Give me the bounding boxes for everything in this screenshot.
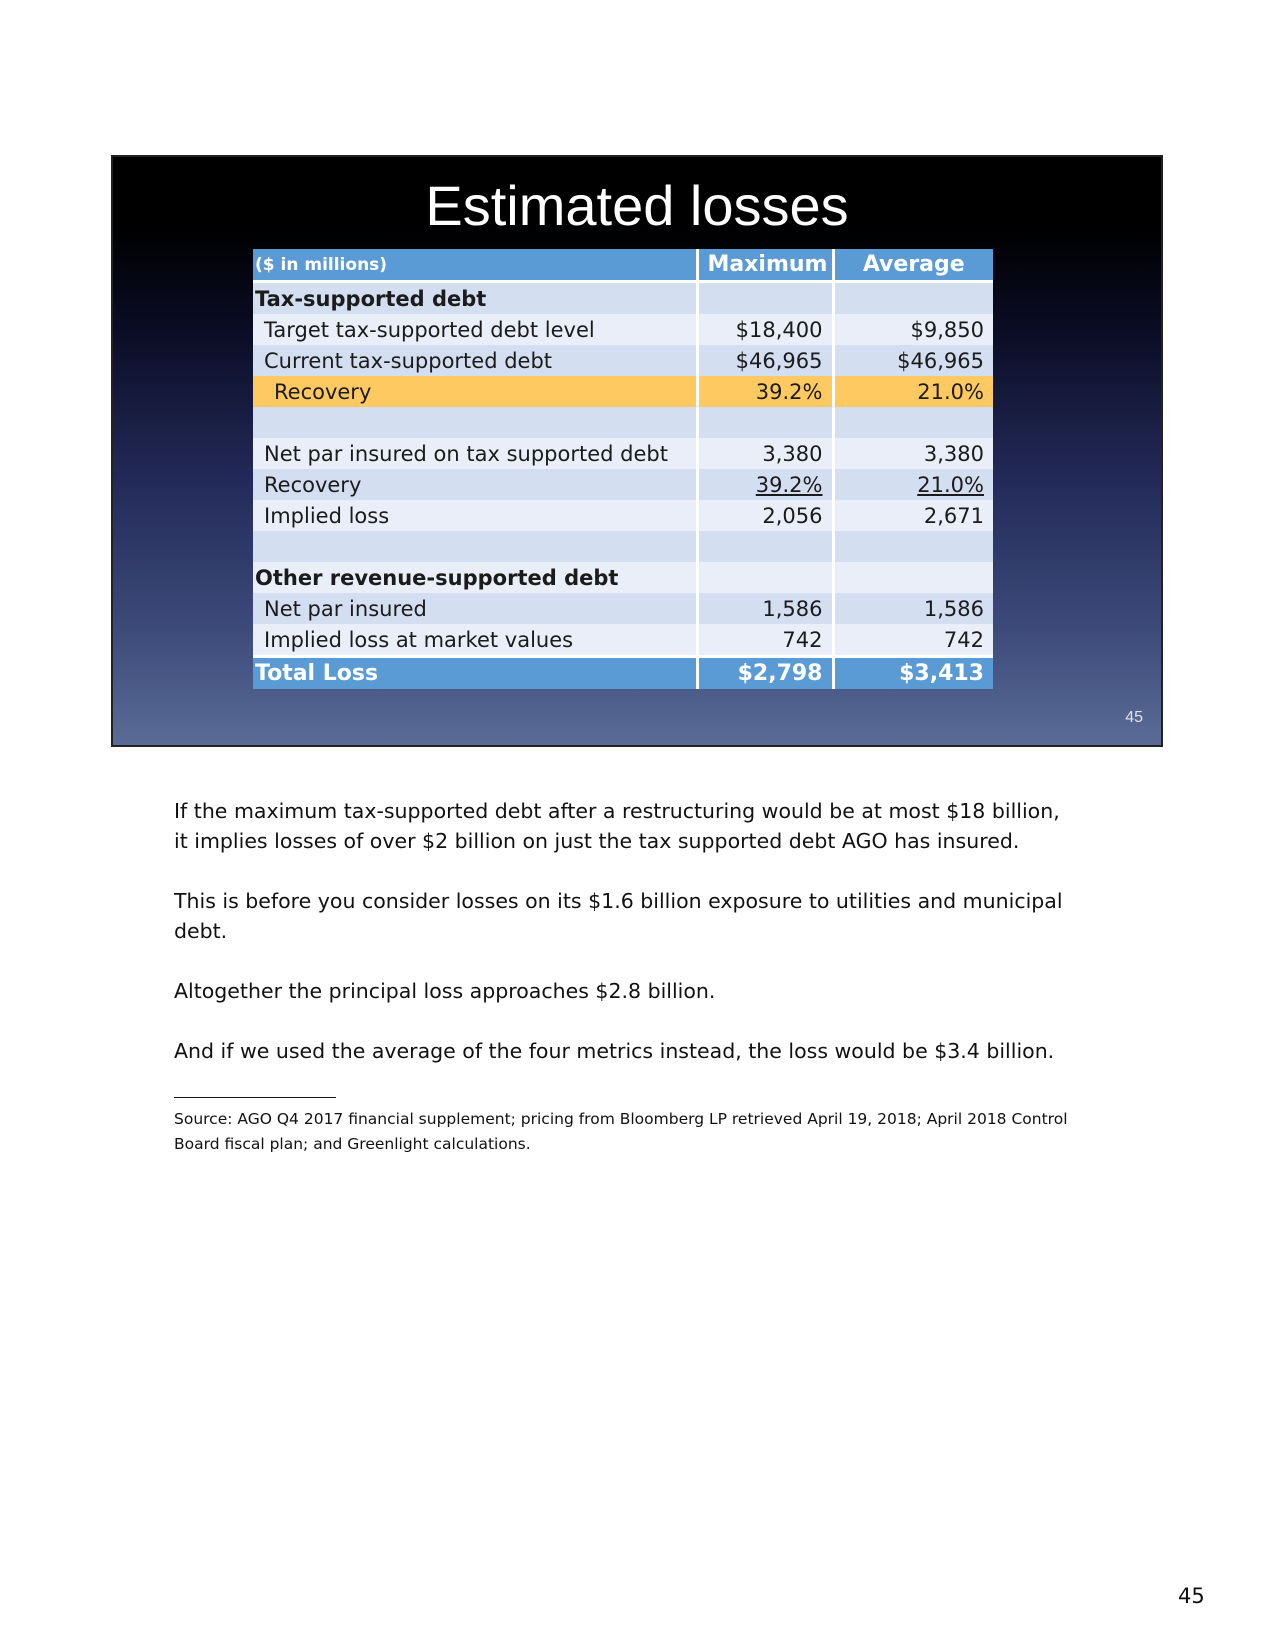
spacer-cell bbox=[253, 407, 697, 438]
total-max: $2,798 bbox=[697, 657, 833, 690]
row-label: Target tax-supported debt level bbox=[253, 314, 697, 345]
cell-max: 39.2% bbox=[697, 376, 833, 407]
row-label: Implied loss bbox=[253, 500, 697, 531]
section-label: Other revenue-supported debt bbox=[253, 562, 697, 593]
paragraph: Altogether the principal loss approaches $2.8 billion. bbox=[174, 979, 716, 1003]
row-label: Net par insured on tax supported debt bbox=[253, 438, 697, 469]
cell-max-text: 39.2% bbox=[755, 472, 823, 497]
row-label: Net par insured bbox=[253, 593, 697, 624]
cell-max: $18,400 bbox=[697, 314, 833, 345]
cell-avg: 2,671 bbox=[833, 500, 993, 531]
paragraph: And if we used the average of the four metrics instead, the loss would be $3.4 billion. bbox=[174, 1039, 1055, 1063]
cell-max: $46,965 bbox=[697, 345, 833, 376]
header-average: Average bbox=[833, 249, 993, 282]
cell-max: 742 bbox=[697, 624, 833, 657]
table-row-highlighted bbox=[253, 376, 993, 407]
table-row bbox=[253, 314, 993, 345]
table-row bbox=[253, 624, 993, 657]
row-label: Current tax-supported debt bbox=[253, 345, 697, 376]
cell-avg: $46,965 bbox=[833, 345, 993, 376]
total-avg: $3,413 bbox=[833, 657, 993, 690]
cell-avg bbox=[833, 469, 993, 500]
table-row bbox=[253, 593, 993, 624]
table-row bbox=[253, 469, 993, 500]
table-row bbox=[253, 345, 993, 376]
page-number: 45 bbox=[1178, 1584, 1205, 1608]
estimated-losses-table bbox=[253, 249, 993, 689]
table-row bbox=[253, 562, 993, 593]
row-label: Implied loss at market values bbox=[253, 624, 697, 657]
table-spacer-row bbox=[253, 531, 993, 562]
cell-avg-text: 21.0% bbox=[917, 472, 984, 497]
total-row bbox=[253, 657, 993, 690]
cell-avg: 3,380 bbox=[833, 438, 993, 469]
cell-max: 3,380 bbox=[697, 438, 833, 469]
spacer-cell bbox=[697, 407, 833, 438]
total-label: Total Loss bbox=[253, 657, 697, 690]
cell-max: 2,056 bbox=[697, 500, 833, 531]
cell-avg: 1,586 bbox=[833, 593, 993, 624]
cell-max bbox=[697, 282, 833, 315]
table-header-row bbox=[253, 249, 993, 282]
slide-image bbox=[111, 155, 1163, 747]
spacer-cell bbox=[697, 531, 833, 562]
table-row bbox=[253, 500, 993, 531]
source-footnote: Source: AGO Q4 2017 financial supplement; pricing from Bloomberg LP retrieved April 19, 2018; April 2018 Control Board fiscal plan; and Greenlight calculations. bbox=[174, 1110, 1068, 1153]
paragraph: If the maximum tax-supported debt after a restructuring would be at most $18 billion, it implies losses of over $2 billion on just the tax supported debt AGO has insured. bbox=[174, 799, 1060, 853]
spacer-cell bbox=[833, 531, 993, 562]
cell-avg bbox=[833, 562, 993, 593]
cell-max bbox=[697, 469, 833, 500]
cell-avg: 742 bbox=[833, 624, 993, 657]
cell-avg: $9,850 bbox=[833, 314, 993, 345]
paragraph: This is before you consider losses on its $1.6 billion exposure to utilities and municipal debt. bbox=[174, 889, 1063, 943]
spacer-cell bbox=[833, 407, 993, 438]
cell-max: 1,586 bbox=[697, 593, 833, 624]
slide-number: 45 bbox=[1125, 709, 1143, 726]
row-label: Recovery bbox=[253, 376, 697, 407]
header-maximum: Maximum bbox=[697, 249, 833, 282]
table-row bbox=[253, 282, 993, 315]
cell-avg: 21.0% bbox=[833, 376, 993, 407]
cell-avg bbox=[833, 282, 993, 315]
table-row bbox=[253, 438, 993, 469]
row-label bbox=[253, 469, 697, 500]
spacer-cell bbox=[253, 531, 697, 562]
body-text bbox=[174, 796, 1074, 1096]
row-label-text: Recovery bbox=[264, 472, 362, 497]
table-spacer-row bbox=[253, 407, 993, 438]
slide-title: Estimated losses bbox=[425, 174, 849, 237]
footnote-rule bbox=[174, 1097, 336, 1098]
header-units: ($ in millions) bbox=[253, 249, 697, 282]
section-label: Tax-supported debt bbox=[253, 282, 697, 315]
cell-max bbox=[697, 562, 833, 593]
